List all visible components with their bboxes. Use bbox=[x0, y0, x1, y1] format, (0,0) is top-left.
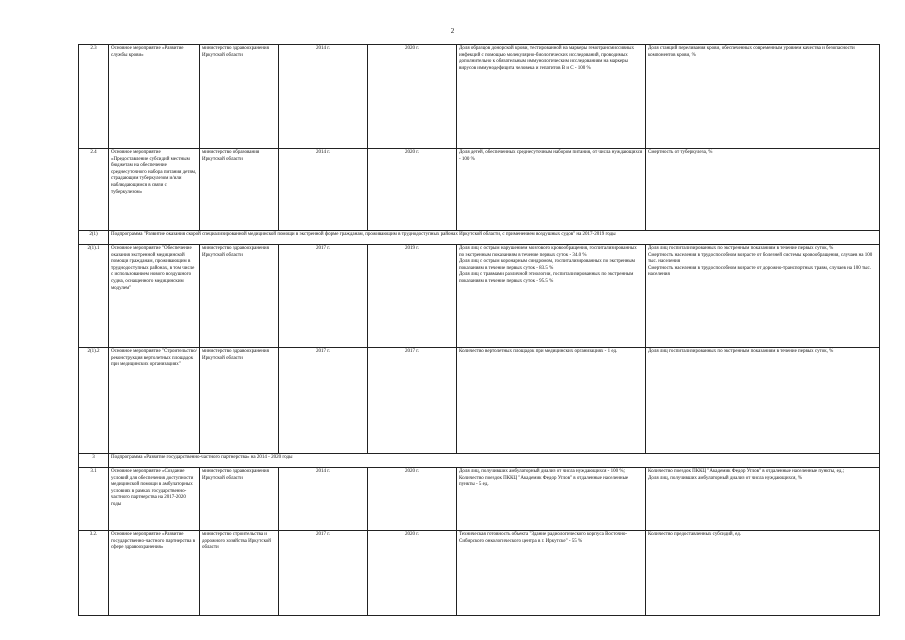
end-year-cell: 2019 г. bbox=[368, 245, 457, 348]
executor-cell: министерство здравоохранения Иркутской области bbox=[200, 348, 279, 454]
results-cell bbox=[646, 348, 880, 454]
result-line: Доля станций переливания крови, обеспеченных современным уровнем качества и безопасности компонентов крови, % bbox=[648, 46, 855, 58]
result-line: Доля лиц госпитализированных по экстренным показаниям в течение первых суток, % bbox=[648, 246, 834, 251]
table-row bbox=[79, 468, 880, 531]
event-cell: Основное мероприятие «Предоставление субсидий местным бюджетам на обеспечение среднесуточного набора питания детям, страдающим туберкулезом и/или наблюдающимся в связи с туберкулезом» bbox=[109, 149, 200, 231]
row-number: 2.3 bbox=[79, 45, 109, 149]
table-row bbox=[79, 531, 880, 616]
results-cell bbox=[646, 45, 880, 149]
table-row bbox=[79, 348, 880, 454]
indicator-line: Доля лиц с острым коронарным синдромом, госпитализированных по экстренным показаниям в течение первых суток - 83.5 % bbox=[459, 259, 635, 271]
executor-cell: министерство здравоохранения Иркутской области bbox=[200, 45, 279, 149]
row-number: 3.2. bbox=[79, 531, 109, 616]
indicator-line: Доля образцов донорской крови, тестированной на маркеры гемотрансмиссивных инфекций с помощью молекулярно-биологических исследований, проводимых дополнительно к обязательным иммунологическим исследованиям на маркеры вирусов иммунодефицита человека и гепатитов В и С - 100 % bbox=[459, 46, 634, 71]
event-cell: Основное мероприятие «Развитие государственно-частного партнерства в сфере здравоохранения» bbox=[109, 531, 200, 616]
end-year-cell: 2020 г. bbox=[368, 45, 457, 149]
executor-cell: министерство здравоохранения Иркутской области bbox=[200, 245, 279, 348]
result-line: Смертность от туберкулеза, % bbox=[648, 150, 713, 155]
event-cell: Основное мероприятие «Развитие службы крови» bbox=[109, 45, 200, 149]
start-year-cell: 2017 г. bbox=[279, 531, 368, 616]
event-cell: Основное мероприятие «Создание условий для обеспечения доступности медицинской помощи в амбулаторных условиях в рамках государственно-частного партнерства на 2017-2020 годы bbox=[109, 468, 200, 531]
row-number: 3 bbox=[79, 454, 109, 468]
row-number: 2(1).1 bbox=[79, 245, 109, 348]
indicator-line: Доля детей, обеспеченных среднесуточным набором питания, от числа нуждающихся - 100 % bbox=[459, 150, 643, 162]
table-row bbox=[79, 45, 880, 149]
executor-cell: министерство здравоохранения Иркутской области bbox=[200, 468, 279, 531]
row-number: 2(1).2 bbox=[79, 348, 109, 454]
subprogram-title: Подпрограмма "Развитие оказания скорой специализированной медицинской помощи в экстренной форме гражданам, проживающим в труднодоступных районах Иркутской области, с применением воздушных судов" на 2017-2019 годы bbox=[109, 231, 880, 245]
result-line: Количество поездок ПККЦ "Академик Федор Углов" в отдаленные населенные пункты, ед.; bbox=[648, 469, 844, 474]
results-cell bbox=[646, 468, 880, 531]
event-cell: Основное мероприятие "Обеспечение оказания экстренной медицинской помощи гражданам, проживающим в труднодоступных районах, в том числе с использованием нового воздушного судна, оснащенного медицинским модулем" bbox=[109, 245, 200, 348]
result-line: Смертность населения в трудоспособном возрасте от болезней системы кровообращения, случаев на 100 тыс. населения bbox=[648, 252, 873, 265]
indicators-cell bbox=[457, 468, 646, 531]
results-cell bbox=[646, 149, 880, 231]
start-year-cell: 2017 г. bbox=[279, 348, 368, 454]
indicator-line: Количество вертолетных площадок при медицинских организациях - 1 ед. bbox=[459, 349, 618, 354]
end-year-cell: 2020 г. bbox=[368, 531, 457, 616]
result-line: Смертность населения в трудоспособном возрасте от дорожно-транспортных травм, случаев на 100 тыс. населения bbox=[648, 265, 872, 278]
row-number: 3.1 bbox=[79, 468, 109, 531]
indicator-line: Техническая готовность объекта "Здание радиологического корпуса Восточно-Сибирского онкологического центра в г. Иркутске" - 55 % bbox=[459, 532, 628, 544]
result-line: Доля лиц госпитализированных по экстренным показаниям в течение первых суток, % bbox=[648, 349, 834, 354]
indicators-cell bbox=[457, 348, 646, 454]
start-year-cell: 2017 г. bbox=[279, 245, 368, 348]
indicators-cell bbox=[457, 45, 646, 149]
result-line: Доля лиц, получивших амбулаторный диализ от числа нуждающихся, % bbox=[648, 475, 803, 481]
table-row bbox=[79, 149, 880, 231]
end-year-cell: 2017 г. bbox=[368, 348, 457, 454]
event-cell: Основное мероприятие "Строительство/реконструкция вертолетных площадок при медицинских организациях" bbox=[109, 348, 200, 454]
indicators-cell bbox=[457, 245, 646, 348]
start-year-cell: 2014 г. bbox=[279, 149, 368, 231]
subprogram-row bbox=[79, 454, 880, 468]
result-line: Количество предоставленных субсидий, ед. bbox=[648, 532, 742, 537]
results-cell bbox=[646, 245, 880, 348]
indicators-cell bbox=[457, 149, 646, 231]
end-year-cell: 2020 г. bbox=[368, 149, 457, 231]
row-number: 2.4 bbox=[79, 149, 109, 231]
start-year-cell: 2014 г. bbox=[279, 45, 368, 149]
row-number: 2(1) bbox=[79, 231, 109, 245]
indicator-line: Доля лиц с острым нарушением мозгового кровообращения, госпитализированных по экстренным показаниям в течение первых суток - 34.0 % bbox=[459, 246, 637, 258]
subprogram-row bbox=[79, 231, 880, 245]
executor-cell: министерство образования Иркутской области bbox=[200, 149, 279, 231]
indicator-line: Доля лиц с травмами различной этиологии, госпитализированных по экстренным показаниям в течение первых суток - 95.5 % bbox=[459, 272, 634, 284]
program-table bbox=[78, 44, 880, 616]
start-year-cell: 2014 г. bbox=[279, 468, 368, 531]
indicators-cell bbox=[457, 531, 646, 616]
indicator-line: Доля лиц, получивших амбулаторный диализ от числа нуждающихся - 100 %; bbox=[459, 469, 625, 474]
page-number: 2 bbox=[450, 27, 455, 35]
subprogram-title: Подпрограмма «Развитие государственно-частного партнерства» на 2014 - 2020 годы bbox=[109, 454, 880, 468]
results-cell bbox=[646, 531, 880, 616]
table-row bbox=[79, 245, 880, 348]
executor-cell: министерство строительства и дорожного хозяйства Иркутской области bbox=[200, 531, 279, 616]
indicator-line: Количество поездок ПККЦ "Академик Федор Углов" в отдаленные населенные пункты - 5 ед. bbox=[459, 475, 629, 488]
end-year-cell: 2020 г. bbox=[368, 468, 457, 531]
